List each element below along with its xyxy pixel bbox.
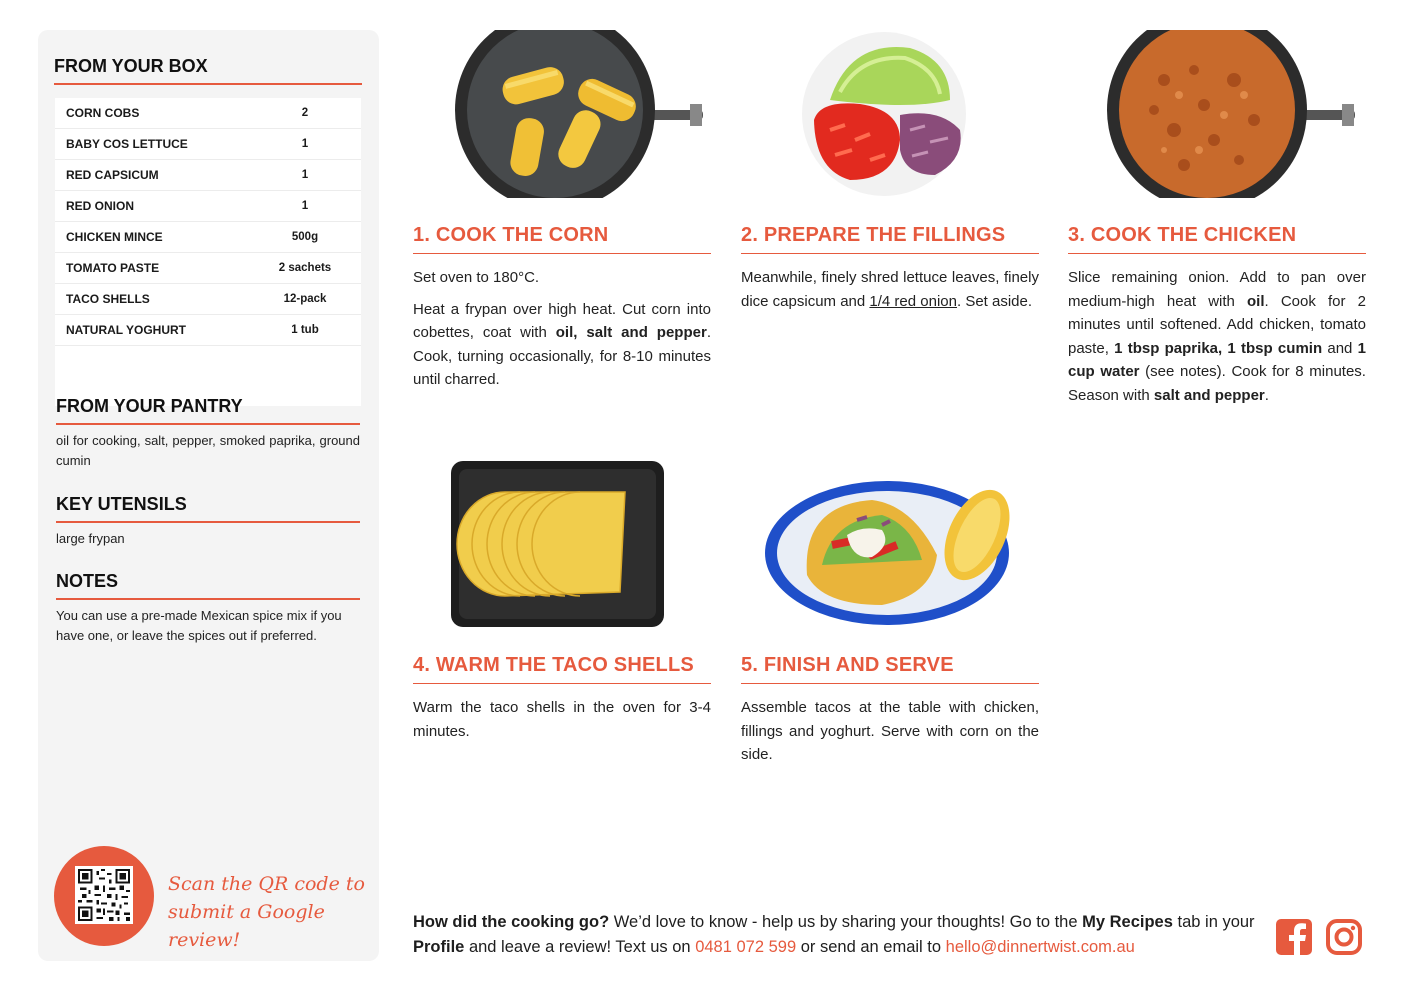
fillings-plate-image bbox=[800, 30, 970, 198]
ingredient-name: RED CAPSICUM bbox=[66, 168, 159, 182]
table-row bbox=[55, 284, 361, 315]
instagram-icon[interactable] bbox=[1325, 918, 1363, 956]
notes-heading: NOTES bbox=[56, 571, 360, 600]
step-5-title: 5. FINISH AND SERVE bbox=[741, 654, 1039, 684]
ingredient-qty: 12-pack bbox=[283, 293, 327, 305]
qr-badge[interactable] bbox=[54, 846, 154, 946]
qr-code-icon[interactable] bbox=[75, 866, 133, 924]
ingredient-name: RED ONION bbox=[66, 199, 135, 213]
step-5-body bbox=[741, 696, 1039, 775]
my-recipes-label: My Recipes bbox=[1082, 913, 1173, 931]
utensils-heading: KEY UTENSILS bbox=[56, 494, 360, 523]
sidebar bbox=[38, 30, 379, 961]
step-5-text-1: Assemble tacos at the table with chicken, fillings and yoghurt. Serve with corn on the side. bbox=[741, 699, 1039, 763]
ingredient-name: CORN COBS bbox=[66, 106, 140, 120]
step-1-title: 1. COOK THE CORN bbox=[413, 224, 711, 254]
ingredient-name: NATURAL YOGHURT bbox=[66, 323, 186, 337]
phone-link[interactable]: 0481 072 599 bbox=[695, 938, 797, 956]
step-4-body bbox=[413, 696, 711, 751]
table-row bbox=[55, 253, 361, 284]
pantry-heading: FROM YOUR PANTRY bbox=[56, 396, 360, 425]
ingredient-qty: 1 bbox=[301, 138, 309, 150]
taco-shells-tray-image bbox=[450, 460, 665, 628]
footer-question: How did the cooking go? bbox=[413, 913, 610, 931]
step-3-title: 3. COOK THE CHICKEN bbox=[1068, 224, 1366, 254]
ingredient-qty: 2 sachets bbox=[278, 262, 332, 274]
ingredient-qty: 1 tub bbox=[291, 324, 319, 336]
ingredients-table bbox=[55, 98, 361, 406]
step-4-text-1: Warm the taco shells in the oven for 3-4 minutes. bbox=[413, 699, 711, 740]
ingredient-name: TOMATO PASTE bbox=[66, 261, 160, 275]
ingredient-name: CHICKEN MINCE bbox=[66, 230, 163, 244]
corn-in-pan-image bbox=[452, 30, 704, 198]
step-3-body bbox=[1068, 266, 1366, 415]
pantry-text: oil for cooking, salt, pepper, smoked paprika, ground cumin bbox=[56, 433, 360, 468]
ingredient-name: BABY COS LETTUCE bbox=[66, 137, 188, 151]
from-your-box-heading: FROM YOUR BOX bbox=[54, 56, 362, 85]
profile-label: Profile bbox=[413, 938, 465, 956]
step-1-text-2: Heat a frypan over high heat. Cut corn into cobettes, coat with oil, salt and pepper. Cook, turning occasionally, for 8-10 minutes until charred. bbox=[413, 300, 711, 388]
table-row bbox=[55, 129, 361, 160]
ingredient-qty: 500g bbox=[291, 231, 319, 243]
table-row bbox=[55, 160, 361, 191]
table-row bbox=[55, 222, 361, 253]
ingredient-qty: 1 bbox=[301, 169, 309, 181]
qr-review-text bbox=[168, 870, 368, 954]
step-2-body bbox=[741, 266, 1039, 321]
step-3-text-1: Slice remaining onion. Add to pan over medium-high heat with oil. Cook for 2 minutes until softened. Add chicken, tomato paste, 1 tbsp paprika, 1 tbsp cumin and 1 cup water (see notes). Cook for 8 minutes. Season with salt and pepper. bbox=[1068, 269, 1366, 404]
table-row bbox=[55, 98, 361, 129]
email-link[interactable]: hello@dinnertwist.com.au bbox=[945, 938, 1135, 956]
ingredient-name: TACO SHELLS bbox=[66, 292, 150, 306]
facebook-icon[interactable] bbox=[1275, 918, 1313, 956]
utensils-text: large frypan bbox=[56, 531, 125, 546]
step-1-body bbox=[413, 266, 711, 400]
step-2-text-1: Meanwhile, finely shred lettuce leaves, finely dice capsicum and 1/4 red onion. Set aside. bbox=[741, 269, 1039, 310]
step-1-text-1: Set oven to 180°C. bbox=[413, 269, 540, 286]
ingredient-qty: 1 bbox=[301, 200, 309, 212]
tacos-basket-image bbox=[762, 465, 1027, 628]
step-4-title: 4. WARM THE TACO SHELLS bbox=[413, 654, 711, 684]
ingredient-qty: 2 bbox=[301, 107, 309, 119]
qr-text-line-1: Scan the QR code to bbox=[168, 873, 365, 895]
table-row bbox=[55, 191, 361, 222]
notes-text: You can use a pre-made Mexican spice mix if you have one, or leave the spices out if preferred. bbox=[56, 608, 342, 643]
qr-text-line-2: submit a Google review! bbox=[168, 901, 325, 951]
feedback-footer: How did the cooking go? We’d love to know - help us by sharing your thoughts! Go to the My Recipes tab in your Profile and leave a review! Text us on 0481 072 599 or send an email to hello@dinnertwist.com.au bbox=[413, 913, 1255, 956]
step-2-title: 2. PREPARE THE FILLINGS bbox=[741, 224, 1039, 254]
table-row bbox=[55, 315, 361, 346]
chicken-pan-image bbox=[1104, 30, 1356, 198]
